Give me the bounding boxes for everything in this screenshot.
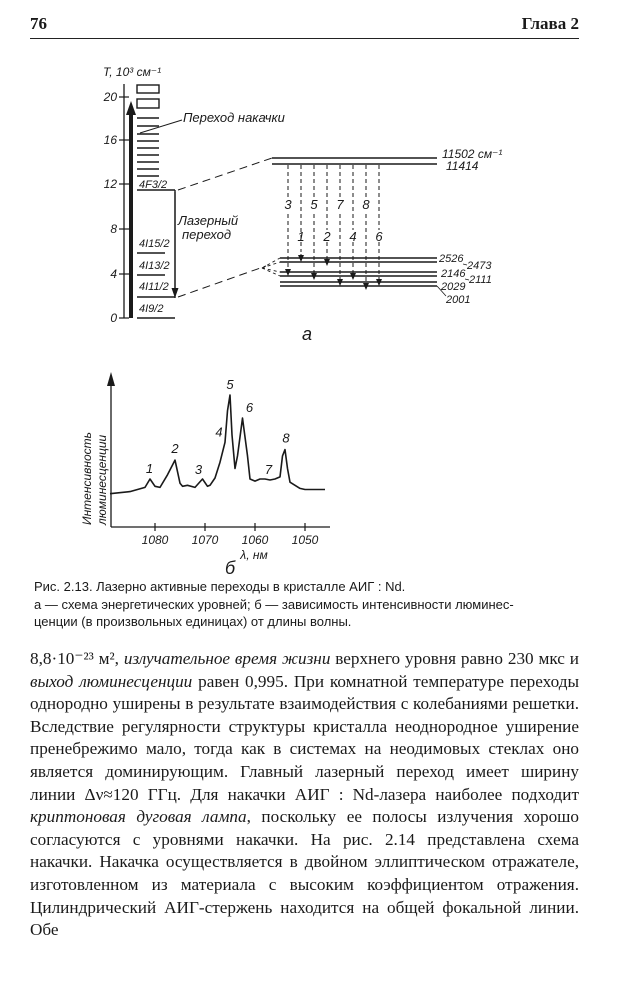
- body-emphasis-2: выход люминесценции: [30, 671, 193, 691]
- tick-12: 12: [103, 177, 117, 191]
- lower-value-2001: 2001: [446, 294, 471, 306]
- spectrum-xlabel: λ, нм: [240, 548, 268, 562]
- upper-value-2: 11414: [446, 159, 479, 173]
- tick-8: 8: [110, 222, 117, 236]
- arrow-label-2: 2: [323, 229, 331, 244]
- panel-label-b: б: [225, 558, 236, 578]
- tick-16: 16: [103, 133, 117, 147]
- arrow-label-3: 3: [284, 197, 292, 212]
- upper-sublevels: [272, 158, 437, 164]
- arrow-label-4: 4: [349, 229, 357, 244]
- spectrum-y-arrow: [107, 372, 115, 386]
- peak-label-3: 3: [194, 462, 203, 477]
- body-segment-3: равен 0,995. При комнатной температуре переходы однородно уширены в результате взаимодействия с колебаниями решетки. Вследствие регулярности структуры кристалла неоднородное уширение пренебрежимо мало, тогда как в системах на неодимовых стеклах оно является доминирующим. Главный лазерный переход имеет ширину линии Δν≈120 ГГц. Для накачки АИГ : Nd-лазера наиболее подходит: [30, 671, 579, 804]
- caption-line-2: а — схема энергетических уровней; б — зависимость интенсивности люминес-: [34, 596, 514, 612]
- level-lines: [137, 190, 175, 318]
- peak-label-8: 8: [282, 430, 290, 446]
- level-f32: 4F3/2: [139, 179, 168, 191]
- pump-levels: [137, 118, 159, 176]
- transition-arrows: [288, 165, 379, 286]
- x-tick-label-1050: 1050: [291, 533, 319, 547]
- luminescence-spectrum: [0, 360, 631, 578]
- lower-value-2029: 2029: [441, 281, 466, 293]
- body-emphasis-3: криптоновая дуговая лампа: [30, 807, 247, 827]
- arrow-label-1: 1: [297, 229, 305, 244]
- luminescence-curve: [110, 395, 325, 494]
- body-segment-2: верхнего уровня равно 230 мкс и: [330, 649, 579, 668]
- lower-sublevels: [280, 258, 437, 286]
- chapter-title: Глава 2: [521, 14, 579, 33]
- x-tick-label-1080: 1080: [141, 533, 169, 547]
- lower-fan: [262, 258, 280, 276]
- spectrum-ylabel-1: Интенсивность: [80, 432, 94, 525]
- peak-label-1: 1: [145, 461, 154, 476]
- lower-value-2146: 2146: [441, 268, 466, 280]
- lower-value-2526: 2526: [439, 253, 464, 265]
- caption-line-3: ценции (в произвольных единицах) от длины волны.: [34, 614, 352, 629]
- pump-bands: [137, 85, 159, 108]
- panel-label-a: а: [302, 324, 313, 344]
- page-number: 76: [30, 14, 47, 33]
- peak-label-6: 6: [245, 400, 254, 416]
- level-i112: 4I11/2: [139, 281, 169, 293]
- level-i132: 4I13/2: [139, 260, 170, 272]
- x-tick-label-1060: 1060: [241, 533, 269, 547]
- arrow-label-7: 7: [336, 197, 344, 212]
- pump-label: Переход накачки: [183, 110, 285, 125]
- figure-caption: [34, 578, 579, 631]
- body-segment-4: , поскольку ее полосы излучения хорошо согласуются с уровнями накачки. На рис. 2.14 представлена схема накачки. Накачка осуществляется в двойном эллиптическом отражателе, изготовленном из материала с высоким коэффициентом отражения. Цилиндрический АИГ-стержень находится на общей фокальной линии. Обе: [30, 807, 580, 940]
- peak-labels: [146, 377, 291, 477]
- upper-value-1: 11502 см⁻¹: [442, 147, 503, 161]
- level-i92: 4I9/2: [139, 303, 164, 315]
- spectrum-ylabel-2: люминесценции: [95, 434, 109, 525]
- body-segment-1: 8,8·10⁻²³ м²,: [30, 649, 124, 668]
- tick-20: 20: [103, 90, 117, 104]
- pump-arrow-head: [126, 101, 136, 115]
- lower-value-2111: 2111: [469, 274, 492, 286]
- laser-label-1: Лазерный: [178, 213, 239, 228]
- body-paragraph: [30, 648, 579, 942]
- x-tick-label-1070: 1070: [191, 533, 219, 547]
- level-i152: 4I15/2: [139, 238, 170, 250]
- lower-value-2473: 2473: [467, 260, 492, 272]
- peak-label-2: 2: [171, 441, 179, 457]
- dashed-connector-upper: [178, 158, 272, 190]
- arrow-label-5: 5: [310, 197, 318, 212]
- caption-title: Рис. 2.13. Лазерно активные переходы в кристалле АИГ : Nd.: [34, 579, 406, 594]
- axis-label: T, 10³ см⁻¹: [103, 65, 162, 79]
- dashed-connector-lower: [178, 266, 266, 297]
- body-emphasis-1: излучательное время жизни: [123, 649, 331, 668]
- arrow-label-8: 8: [362, 197, 370, 212]
- peak-label-4: 4: [215, 424, 223, 440]
- arrow-label-6: 6: [375, 229, 383, 244]
- peak-label-7: 7: [264, 462, 273, 477]
- tick-0: 0: [110, 311, 117, 325]
- energy-level-diagram: [0, 0, 631, 360]
- laser-label-2: переход: [182, 227, 232, 242]
- peak-label-5: 5: [226, 377, 234, 392]
- tick-4: 4: [110, 267, 117, 281]
